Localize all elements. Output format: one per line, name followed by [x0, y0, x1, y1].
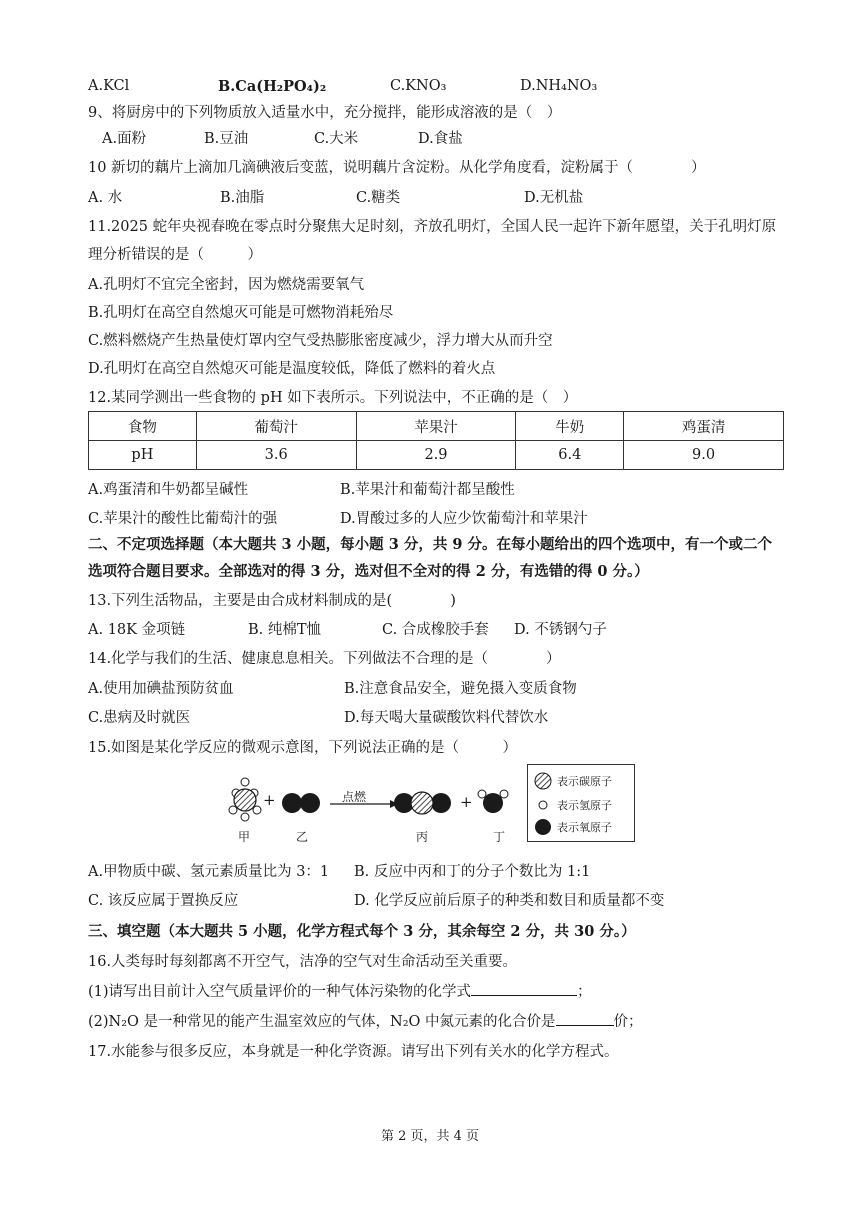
table-row — [89, 441, 784, 470]
q14-options-row2 — [88, 706, 788, 726]
hydrogen-atom-icon — [534, 796, 552, 814]
q17-stem: 17.水能参与很多反应，本身就是一种化学资源。请写出下列有关水的化学方程式。 — [88, 1044, 619, 1060]
atom-legend — [527, 764, 635, 842]
q13-option-c: C. 合成橡胶手套 — [382, 622, 489, 638]
q12-options-row2 — [88, 507, 788, 527]
q9-option-d: D.食盐 — [418, 131, 463, 147]
q8-option-b: B.Ca(H₂PO₄)₂ — [218, 78, 327, 95]
legend-oxygen-label: 表示氧原子 — [557, 821, 612, 834]
answer-blank[interactable] — [556, 1011, 614, 1026]
label-bing: 丙 — [416, 830, 429, 844]
molecule-yi — [282, 793, 320, 813]
plus-sign: + — [263, 791, 276, 809]
section2-heading-line2: 选项符合题目要求。全部选对的得 3 分，选对但不全对的得 2 分，有选错的得 0 分。） — [88, 563, 649, 580]
q16-part1-end: ； — [577, 984, 592, 1000]
q10-stem: 10 新切的藕片上滴加几滴碘液后变蓝，说明藕片含淀粉。从化学角度看，淀粉属于（ ） — [88, 160, 706, 176]
q14-stem: 14.化学与我们的生活、健康息息相关。下列做法不合理的是（ ） — [88, 651, 561, 667]
q12-option-c: C.苹果汁的酸性比葡萄汁的强 — [88, 511, 278, 527]
q10-option-b: B.油脂 — [220, 190, 265, 206]
q10-option-c: C.糖类 — [356, 190, 401, 206]
oxygen-atom-icon — [534, 818, 552, 836]
q16-part1-text: (1)请写出目前计入空气质量评价的一种气体污染物的化学式 — [88, 984, 472, 1000]
q9-stem: 9、将厨房中的下列物质放入适量水中，充分搅拌，能形成溶液的是（ ） — [88, 105, 562, 121]
q8-option-c: C.KNO₃ — [390, 78, 447, 94]
q13-option-b: B. 纯棉T恤 — [248, 622, 322, 638]
table-cell: 3.6 — [196, 441, 356, 470]
q8-option-a: A.KCl — [88, 78, 130, 94]
table-cell: pH — [89, 441, 197, 470]
q9-option-a: A.面粉 — [102, 131, 147, 147]
q16-part2 — [88, 1010, 643, 1031]
table-cell: 食物 — [89, 412, 197, 441]
answer-blank[interactable] — [471, 981, 577, 996]
q15-options-row2 — [88, 889, 788, 909]
q14-option-b: B.注意食品安全，避免摄入变质食物 — [344, 681, 577, 697]
table-cell: 苹果汁 — [356, 412, 516, 441]
q16-part2-end: 价； — [613, 1014, 643, 1030]
table-cell: 6.4 — [516, 441, 624, 470]
q15-option-d: D. 化学反应前后原子的种类和数目和质量都不变 — [354, 893, 665, 909]
q15-option-b: B. 反应中丙和丁的分子个数比为 1:1 — [354, 864, 591, 880]
q12-option-a: A.鸡蛋清和牛奶都呈碱性 — [88, 482, 249, 498]
table-cell: 葡萄汁 — [196, 412, 356, 441]
table-cell: 9.0 — [624, 441, 784, 470]
molecule-bing — [394, 792, 451, 814]
molecule-jia — [229, 778, 261, 821]
q11-stem-line1: 11.2025 蛇年央视春晚在零点时分聚焦大足时刻，齐放孔明灯，全国人民一起许下新年愿望，关于孔明灯原 — [88, 219, 777, 235]
q12-stem: 12.某同学测出一些食物的 pH 如下表所示。下列说法中，不正确的是（ ） — [88, 390, 578, 406]
q11-option-b: B.孔明灯在高空自然熄灭可能是可燃物消耗殆尽 — [88, 305, 394, 321]
q16-stem: 16.人类每时每刻都离不开空气，洁净的空气对生命活动至关重要。 — [88, 954, 518, 970]
q13-option-d: D. 不锈钢勺子 — [514, 622, 607, 638]
table-cell: 牛奶 — [516, 412, 624, 441]
q15-options-row1 — [88, 860, 788, 880]
q12-option-b: B.苹果汁和葡萄汁都呈酸性 — [340, 482, 515, 498]
q12-options-row1 — [88, 478, 788, 498]
arrow-condition-label: 点燃 — [342, 790, 367, 804]
reaction-svg — [220, 762, 520, 852]
q9-option-b: B.豆油 — [204, 131, 249, 147]
label-yi: 乙 — [296, 830, 309, 844]
q15-stem: 15.如图是某化学反应的微观示意图，下列说法正确的是（ ） — [88, 740, 518, 756]
plus-sign: + — [460, 793, 473, 811]
q10-option-d: D.无机盐 — [524, 190, 584, 206]
legend-hydrogen-label: 表示氢原子 — [557, 799, 612, 812]
q15-option-a: A.甲物质中碳、氢元素质量比为 3：1 — [88, 864, 330, 880]
molecule-ding — [478, 790, 508, 813]
table-header-row — [89, 412, 784, 441]
q8-options — [88, 78, 788, 98]
section2-heading-line1: 二、不定项选择题（本大题共 3 小题，每小题 3 分，共 9 分。在每小题给出的四个选项中，有一个或二个 — [88, 536, 773, 553]
q14-option-d: D.每天喝大量碳酸饮料代替饮水 — [344, 710, 549, 726]
q9-options — [88, 127, 788, 147]
legend-carbon — [534, 772, 612, 790]
legend-hydrogen — [534, 796, 612, 814]
label-ding: 丁 — [493, 830, 506, 844]
page-footer: 第 2 页，共 4 页 — [380, 1129, 480, 1144]
q10-options — [88, 186, 788, 206]
q12-option-d: D.胃酸过多的人应少饮葡萄汁和苹果汁 — [340, 511, 588, 527]
q11-option-c: C.燃料燃烧产生热量使灯罩内空气受热膨胀密度减少，浮力增大从而升空 — [88, 333, 553, 349]
carbon-atom-icon — [534, 772, 552, 790]
q9-option-c: C.大米 — [314, 131, 359, 147]
q13-options — [88, 618, 788, 638]
q11-option-d: D.孔明灯在高空自然熄灭可能是温度较低，降低了燃料的着火点 — [88, 361, 496, 377]
legend-oxygen — [534, 818, 612, 836]
q11-stem-line2: 理分析错误的是（ ） — [88, 247, 262, 263]
table-cell: 2.9 — [356, 441, 516, 470]
q14-options-row1 — [88, 677, 788, 697]
label-jia: 甲 — [238, 830, 251, 844]
q16-part1 — [88, 980, 592, 1001]
q14-option-a: A.使用加碘盐预防贫血 — [88, 681, 234, 697]
q8-option-d: D.NH₄NO₃ — [520, 78, 598, 94]
q14-option-c: C.患病及时就医 — [88, 710, 191, 726]
ph-table — [88, 411, 784, 470]
q13-stem: 13.下列生活物品，主要是由合成材料制成的是( ) — [88, 593, 456, 609]
legend-carbon-label: 表示碳原子 — [557, 775, 612, 788]
q11-option-a: A.孔明灯不宜完全密封，因为燃烧需要氧气 — [88, 277, 365, 293]
table-cell: 鸡蛋清 — [624, 412, 784, 441]
q13-option-a: A. 18K 金项链 — [88, 622, 186, 638]
q10-option-a: A. 水 — [88, 190, 123, 206]
q15-option-c: C. 该反应属于置换反应 — [88, 893, 239, 909]
q16-part2-text: (2)N₂O 是一种常见的能产生温室效应的气体，N₂O 中氮元素的化合价是 — [88, 1014, 556, 1030]
section3-heading: 三、填空题（本大题共 5 小题，化学方程式每个 3 分，其余每空 2 分，共 30 分。） — [88, 923, 636, 940]
